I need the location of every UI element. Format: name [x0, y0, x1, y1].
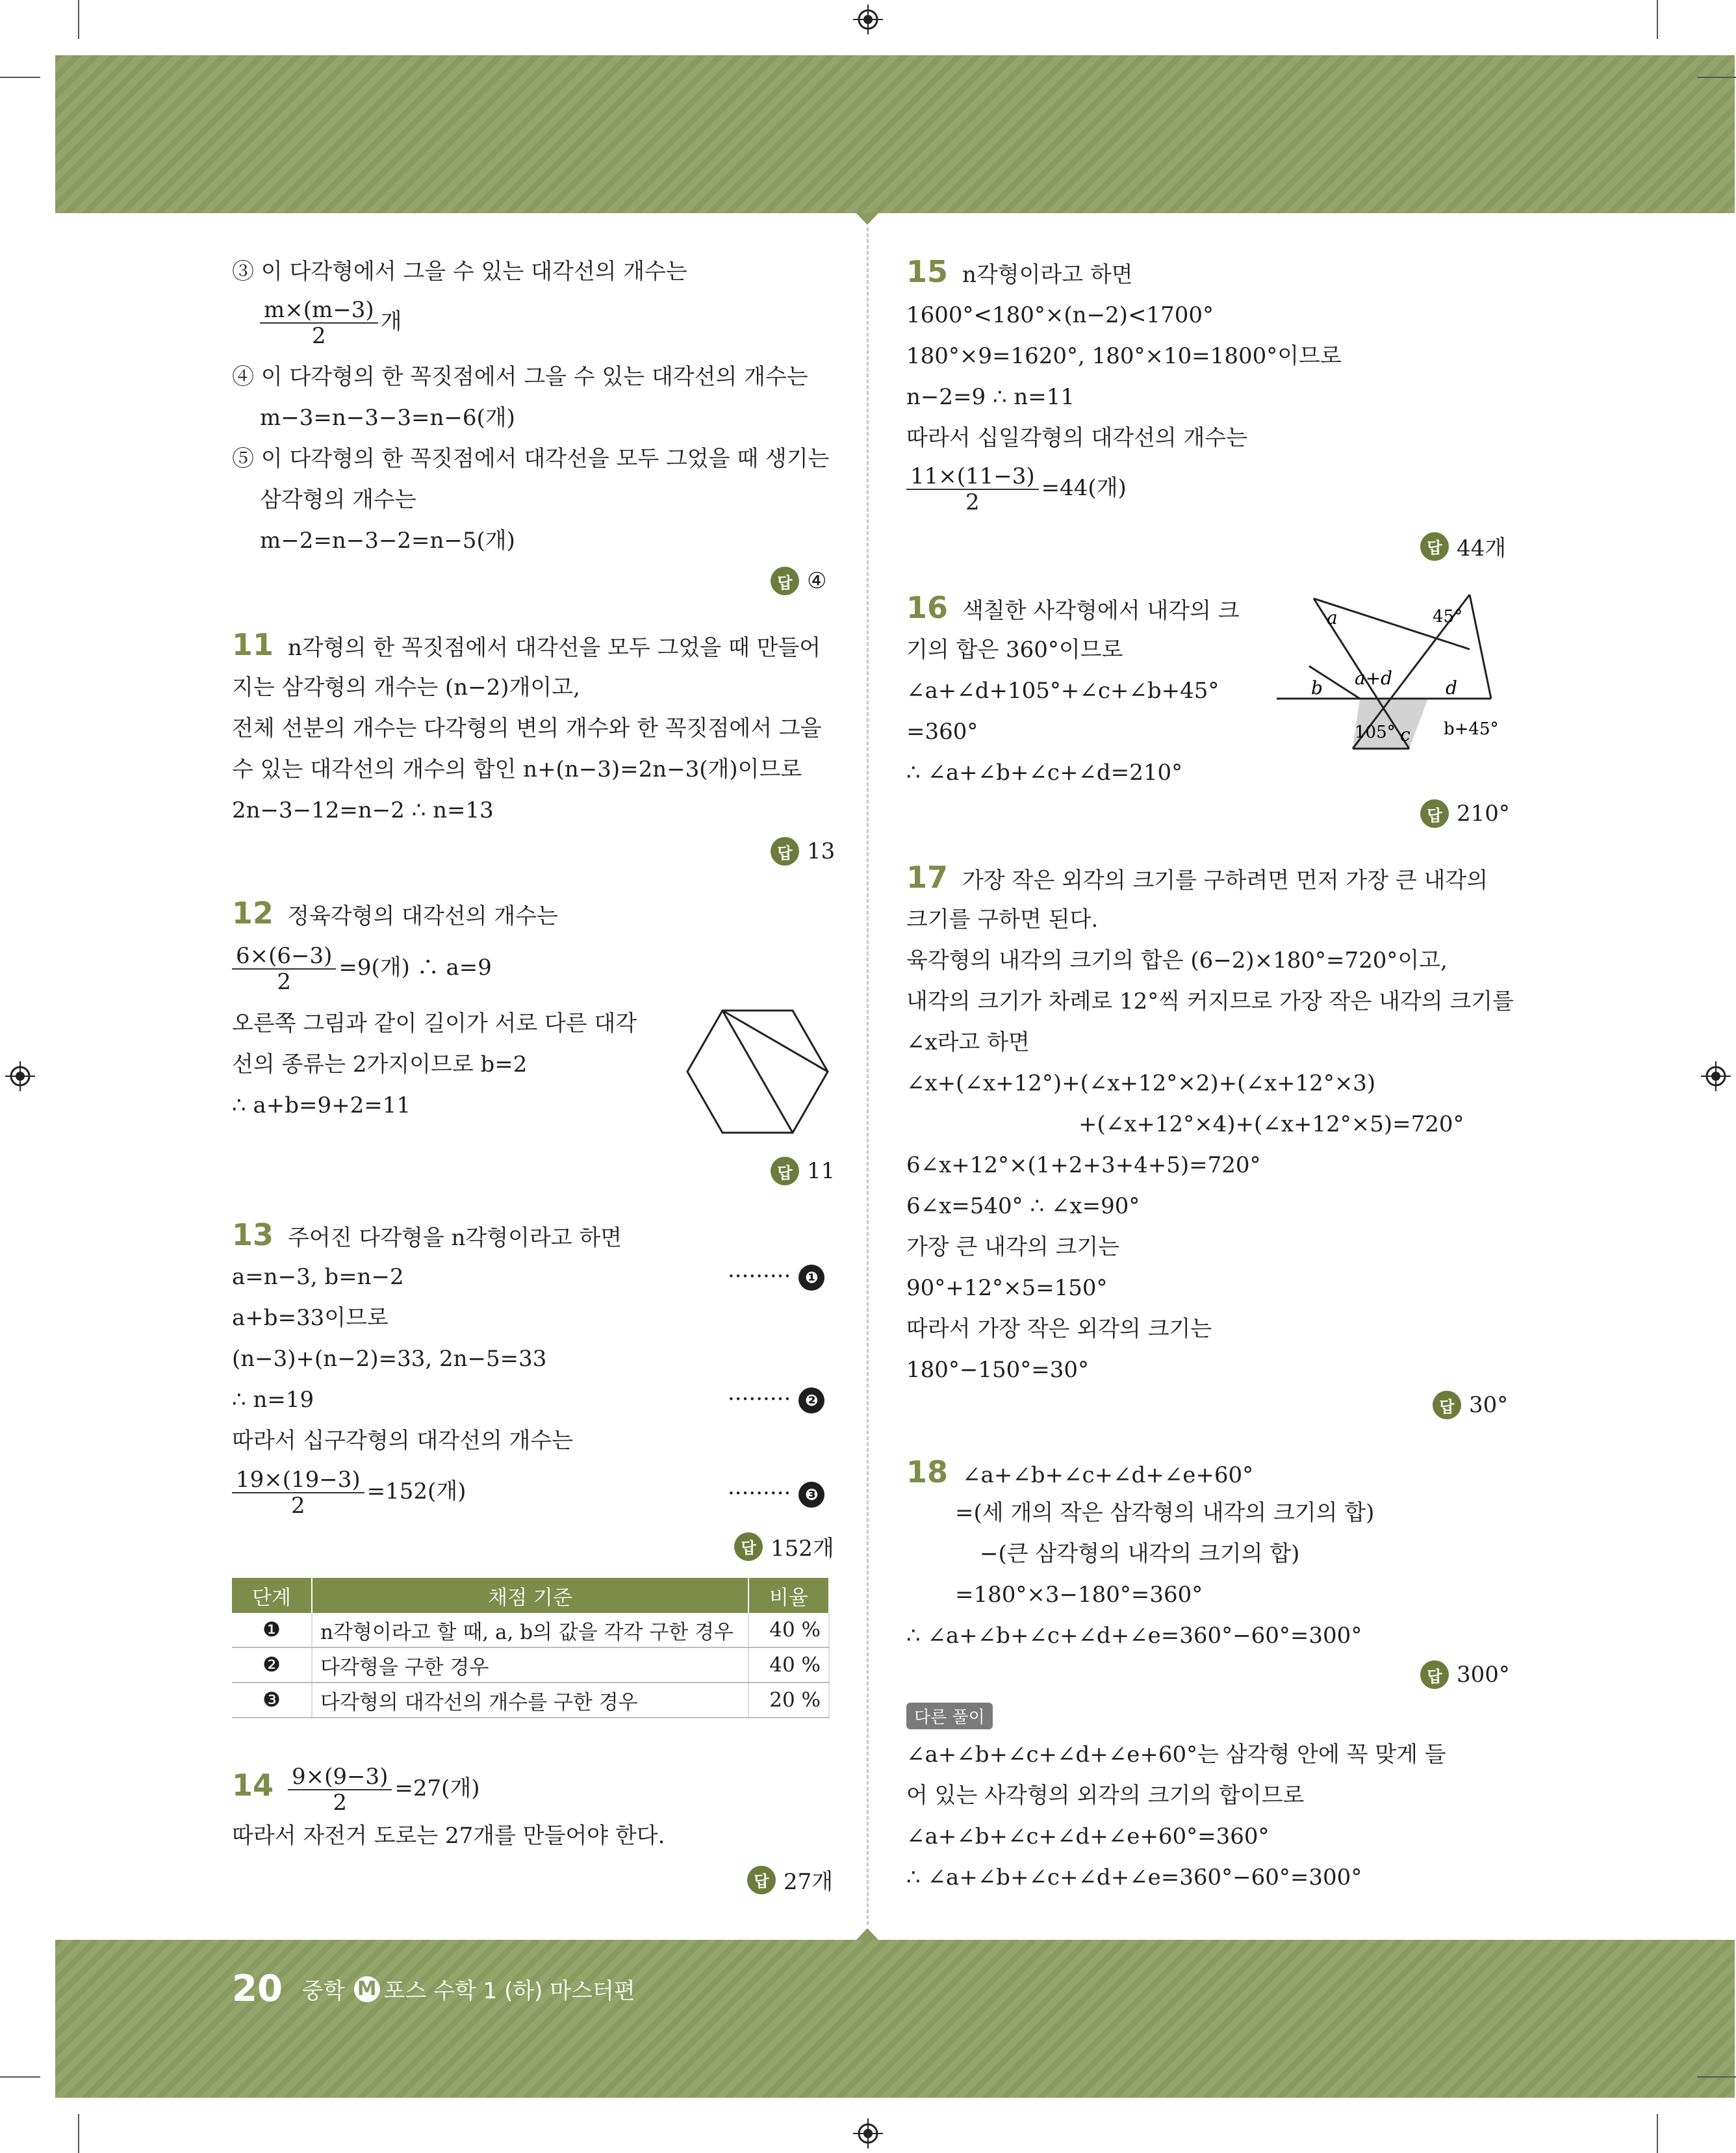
question-number: 14 [232, 1768, 274, 1803]
q10-line: m−3=n−3−3=n−6(개) [260, 405, 515, 431]
q17-line: 내각의 크기가 차례로 12°씩 커지므로 가장 작은 내각의 크기를 [906, 988, 1514, 1014]
q10-fraction-line: $\frac{m\times(m-3)}{2}$ 개 [260, 298, 402, 348]
answer-badge: 답 300° [1420, 1660, 1510, 1689]
q17-line: 육각형의 내각의 크기의 합은 (6−2)×180°=720°이고, [906, 948, 1448, 973]
q16-line: =360° [906, 719, 978, 745]
figure-label: d [1446, 677, 1457, 699]
figure-label: 45° [1433, 607, 1463, 626]
q18-alt-line: 어 있는 사각형의 외각의 크기의 합이므로 [906, 1783, 1305, 1809]
q18-line: −(큰 삼각형의 내각의 크기의 합) [980, 1541, 1300, 1567]
answer-badge: 답 ④ [771, 567, 826, 595]
figure-label: c [1400, 724, 1410, 745]
q13-line: 따라서 십구각형의 대각선의 개수는 [232, 1428, 574, 1454]
answer-badge: 답 13 [771, 837, 835, 866]
crop-mark [78, 0, 79, 39]
header-notch [856, 213, 878, 225]
crop-mark [1697, 2076, 1736, 2078]
q13-line: a+b=33이므로 [232, 1305, 389, 1331]
table-header: 비율 [748, 1578, 829, 1613]
fraction: $\frac{19\times(19-3)}{2}$ [232, 1467, 364, 1518]
table-row [232, 1682, 829, 1718]
q18-line: =(세 개의 작은 삼각형의 내각의 크기의 합) [955, 1500, 1375, 1526]
hexagon-figure [682, 1004, 832, 1141]
question-number: 17 [906, 860, 949, 895]
table-cell: 40 % [748, 1647, 829, 1682]
figure-label: 105° [1355, 723, 1396, 742]
q15-line: 1600°<180°×(n−2)<1700° [906, 302, 1214, 328]
step-marker-2: ········· ❷ [728, 1386, 824, 1413]
q17-line: 90°+12°×5=150° [906, 1275, 1108, 1301]
table-cell: 20 % [748, 1682, 829, 1718]
series-title: 포스 수학 1 (하) 마스터편 [383, 1978, 635, 2004]
q17-line: ∠x라고 하면 [906, 1029, 1030, 1055]
table-cell: 다각형을 구한 경우 [312, 1647, 748, 1682]
q13-line: 13 주어진 다각형을 n각형이라고 하면 [232, 1217, 622, 1252]
crop-mark [1657, 0, 1658, 39]
registration-mark-icon [853, 5, 883, 34]
q16-line: ∠a+∠d+105°+∠c+∠b+45° [906, 678, 1219, 704]
table-cell: 40 % [748, 1613, 829, 1647]
fraction: $\frac{11\times(11-3)}{2}$ [906, 464, 1039, 515]
alt-solution-tag: 다른 풀이 [906, 1703, 993, 1729]
table-cell: ❶ [232, 1613, 312, 1647]
fraction: $\frac{6\times(6-3)}{2}$ [232, 944, 336, 994]
step-marker-3: ········· ❸ [728, 1480, 824, 1508]
q13-line: a=n−3, b=n−2 [232, 1264, 404, 1290]
q10-line: m−2=n−3−2=n−5(개) [260, 528, 515, 554]
q15-line: 15 n각형이라고 하면 [906, 254, 1133, 289]
page-number: 20 [232, 1968, 283, 2010]
q12-line: ∴ a+b=9+2=11 [232, 1092, 411, 1118]
registration-mark-icon [853, 2119, 883, 2148]
answer-badge: 답 27개 [747, 1864, 833, 1896]
q10-line: ③ 이 다각형에서 그을 수 있는 대각선의 개수는 [232, 259, 687, 285]
column-divider [867, 227, 869, 1925]
footer-band [55, 1940, 1735, 2098]
figure-label: a [1327, 607, 1338, 628]
question-number: 18 [906, 1454, 949, 1489]
q12-fraction-line: $\frac{6\times(6-3)}{2}$ =9(개) ∴ a=9 [232, 944, 492, 994]
question-number: 12 [232, 896, 274, 931]
series-prefix: 중학 [301, 1978, 345, 2004]
question-number: 16 [906, 590, 949, 625]
q14-line: 14 $\frac{9\times(9-3)}{2}$ =27(개) [232, 1764, 480, 1816]
q18-line: ∴ ∠a+∠b+∠c+∠d+∠e=360°−60°=300° [906, 1623, 1362, 1649]
q17-line: 가장 큰 내각의 크기는 [906, 1234, 1120, 1260]
q17-line: 6∠x+12°×(1+2+3+4+5)=720° [906, 1152, 1261, 1178]
crop-mark [1657, 2114, 1658, 2153]
footer-notch [856, 1928, 878, 1940]
q15-line: n−2=9 ∴ n=11 [906, 384, 1075, 410]
crop-mark [0, 2076, 40, 2078]
q18-line: =180°×3−180°=360° [955, 1582, 1203, 1608]
registration-mark-icon [1701, 1061, 1731, 1091]
figure-label: b [1311, 677, 1323, 699]
q11-line: 전체 선분의 개수는 다각형의 변의 개수와 한 꼭짓점에서 그을 [232, 716, 822, 741]
fraction: $\frac{m\times(m-3)}{2}$ [260, 298, 378, 348]
answer-badge: 답 30° [1433, 1391, 1508, 1419]
q12-line: 12 정육각형의 대각선의 개수는 [232, 896, 558, 931]
star-figure [1273, 588, 1507, 757]
question-number: 13 [232, 1217, 274, 1252]
q12-line: 선의 종류는 2가지이므로 b=2 [232, 1051, 528, 1077]
q18-alt-line: ∠a+∠b+∠c+∠d+∠e+60°는 삼각형 안에 꼭 맞게 들 [906, 1742, 1446, 1768]
header-band [55, 55, 1735, 213]
q16-line: 기의 합은 360°이므로 [906, 637, 1123, 663]
q17-line: 크기를 구하면 된다. [906, 907, 1099, 933]
answer-badge: 답 210° [1420, 799, 1510, 828]
q13-fraction-line: $\frac{19\times(19-3)}{2}$ =152(개) [232, 1467, 466, 1518]
question-number: 15 [906, 254, 949, 289]
crop-mark [78, 2114, 79, 2153]
fraction: $\frac{9\times(9-3)}{2}$ [288, 1764, 392, 1815]
footer [232, 1968, 635, 2010]
q13-line: (n−3)+(n−2)=33, 2n−5=33 [232, 1346, 547, 1372]
q15-line: 180°×9=1620°, 180°×10=1800°이므로 [906, 343, 1342, 369]
table-cell: n각형이라고 할 때, a, b의 값을 각각 구한 경우 [312, 1613, 748, 1647]
q18-line: 18 ∠a+∠b+∠c+∠d+∠e+60° [906, 1454, 1254, 1489]
table-header: 채점 기준 [312, 1578, 748, 1613]
q10-line: 삼각형의 개수는 [260, 487, 416, 513]
scoring-table [232, 1578, 830, 1718]
step-marker-1: ········· ❶ [728, 1263, 824, 1291]
table-cell: ❷ [232, 1647, 312, 1682]
answer-badge: 답 152개 [734, 1530, 834, 1562]
q11-line: 11 n각형의 한 꼭짓점에서 대각선을 모두 그었을 때 만들어 [232, 627, 821, 662]
figure-label: b+45° [1444, 719, 1499, 739]
figure-label: a+d [1355, 667, 1393, 689]
q17-line: 17 가장 작은 외각의 크기를 구하려면 먼저 가장 큰 내각의 [906, 860, 1488, 895]
table-cell: ❸ [232, 1682, 312, 1718]
q14-line: 따라서 자전거 도로는 27개를 만들어야 한다. [232, 1823, 665, 1849]
question-number: 11 [232, 627, 274, 662]
q11-line: 2n−3−12=n−2 ∴ n=13 [232, 797, 494, 823]
table-cell: 다각형의 대각선의 개수를 구한 경우 [312, 1682, 748, 1718]
q13-line: ∴ n=19 [232, 1387, 314, 1413]
q11-line: 지는 삼각형의 개수는 (n−2)개이고, [232, 675, 580, 701]
q17-line: 6∠x=540° ∴ ∠x=90° [906, 1193, 1140, 1219]
q17-line: +(∠x+12°×4)+(∠x+12°×5)=720° [1079, 1111, 1464, 1137]
q11-line: 수 있는 대각선의 개수의 합인 n+(n−3)=2n−3(개)이므로 [232, 756, 802, 782]
table-row [232, 1647, 829, 1682]
crop-mark [1697, 77, 1736, 78]
m-logo-icon: M [354, 1976, 380, 2002]
q17-line: 180°−150°=30° [906, 1357, 1090, 1383]
q10-line: ④ 이 다각형의 한 꼭짓점에서 그을 수 있는 대각선의 개수는 [232, 364, 808, 390]
table-row [232, 1613, 829, 1647]
q17-line: ∠x+(∠x+12°)+(∠x+12°×2)+(∠x+12°×3) [906, 1070, 1376, 1096]
q16-line: 16 색칠한 사각형에서 내각의 크 [906, 590, 1240, 625]
registration-mark-icon [5, 1061, 35, 1091]
table-header: 단계 [232, 1578, 312, 1613]
q15-fraction-line: $\frac{11\times(11-3)}{2}$ =44(개) [906, 464, 1127, 515]
answer-badge: 답 11 [771, 1157, 835, 1185]
q10-line: ⑤ 이 다각형의 한 꼭짓점에서 대각선을 모두 그었을 때 생기는 [232, 446, 830, 472]
crop-mark [0, 77, 40, 78]
q18-alt-line: ∴ ∠a+∠b+∠c+∠d+∠e=360°−60°=300° [906, 1864, 1362, 1890]
answer-badge: 답 44개 [1420, 530, 1506, 562]
q16-line: ∴ ∠a+∠b+∠c+∠d=210° [906, 760, 1183, 786]
q15-line: 따라서 십일각형의 대각선의 개수는 [906, 425, 1248, 451]
q12-line: 오른쪽 그림과 같이 길이가 서로 다른 대각 [232, 1011, 637, 1037]
q17-line: 따라서 가장 작은 외각의 크기는 [906, 1316, 1212, 1342]
q18-alt-line: ∠a+∠b+∠c+∠d+∠e+60°=360° [906, 1824, 1270, 1850]
